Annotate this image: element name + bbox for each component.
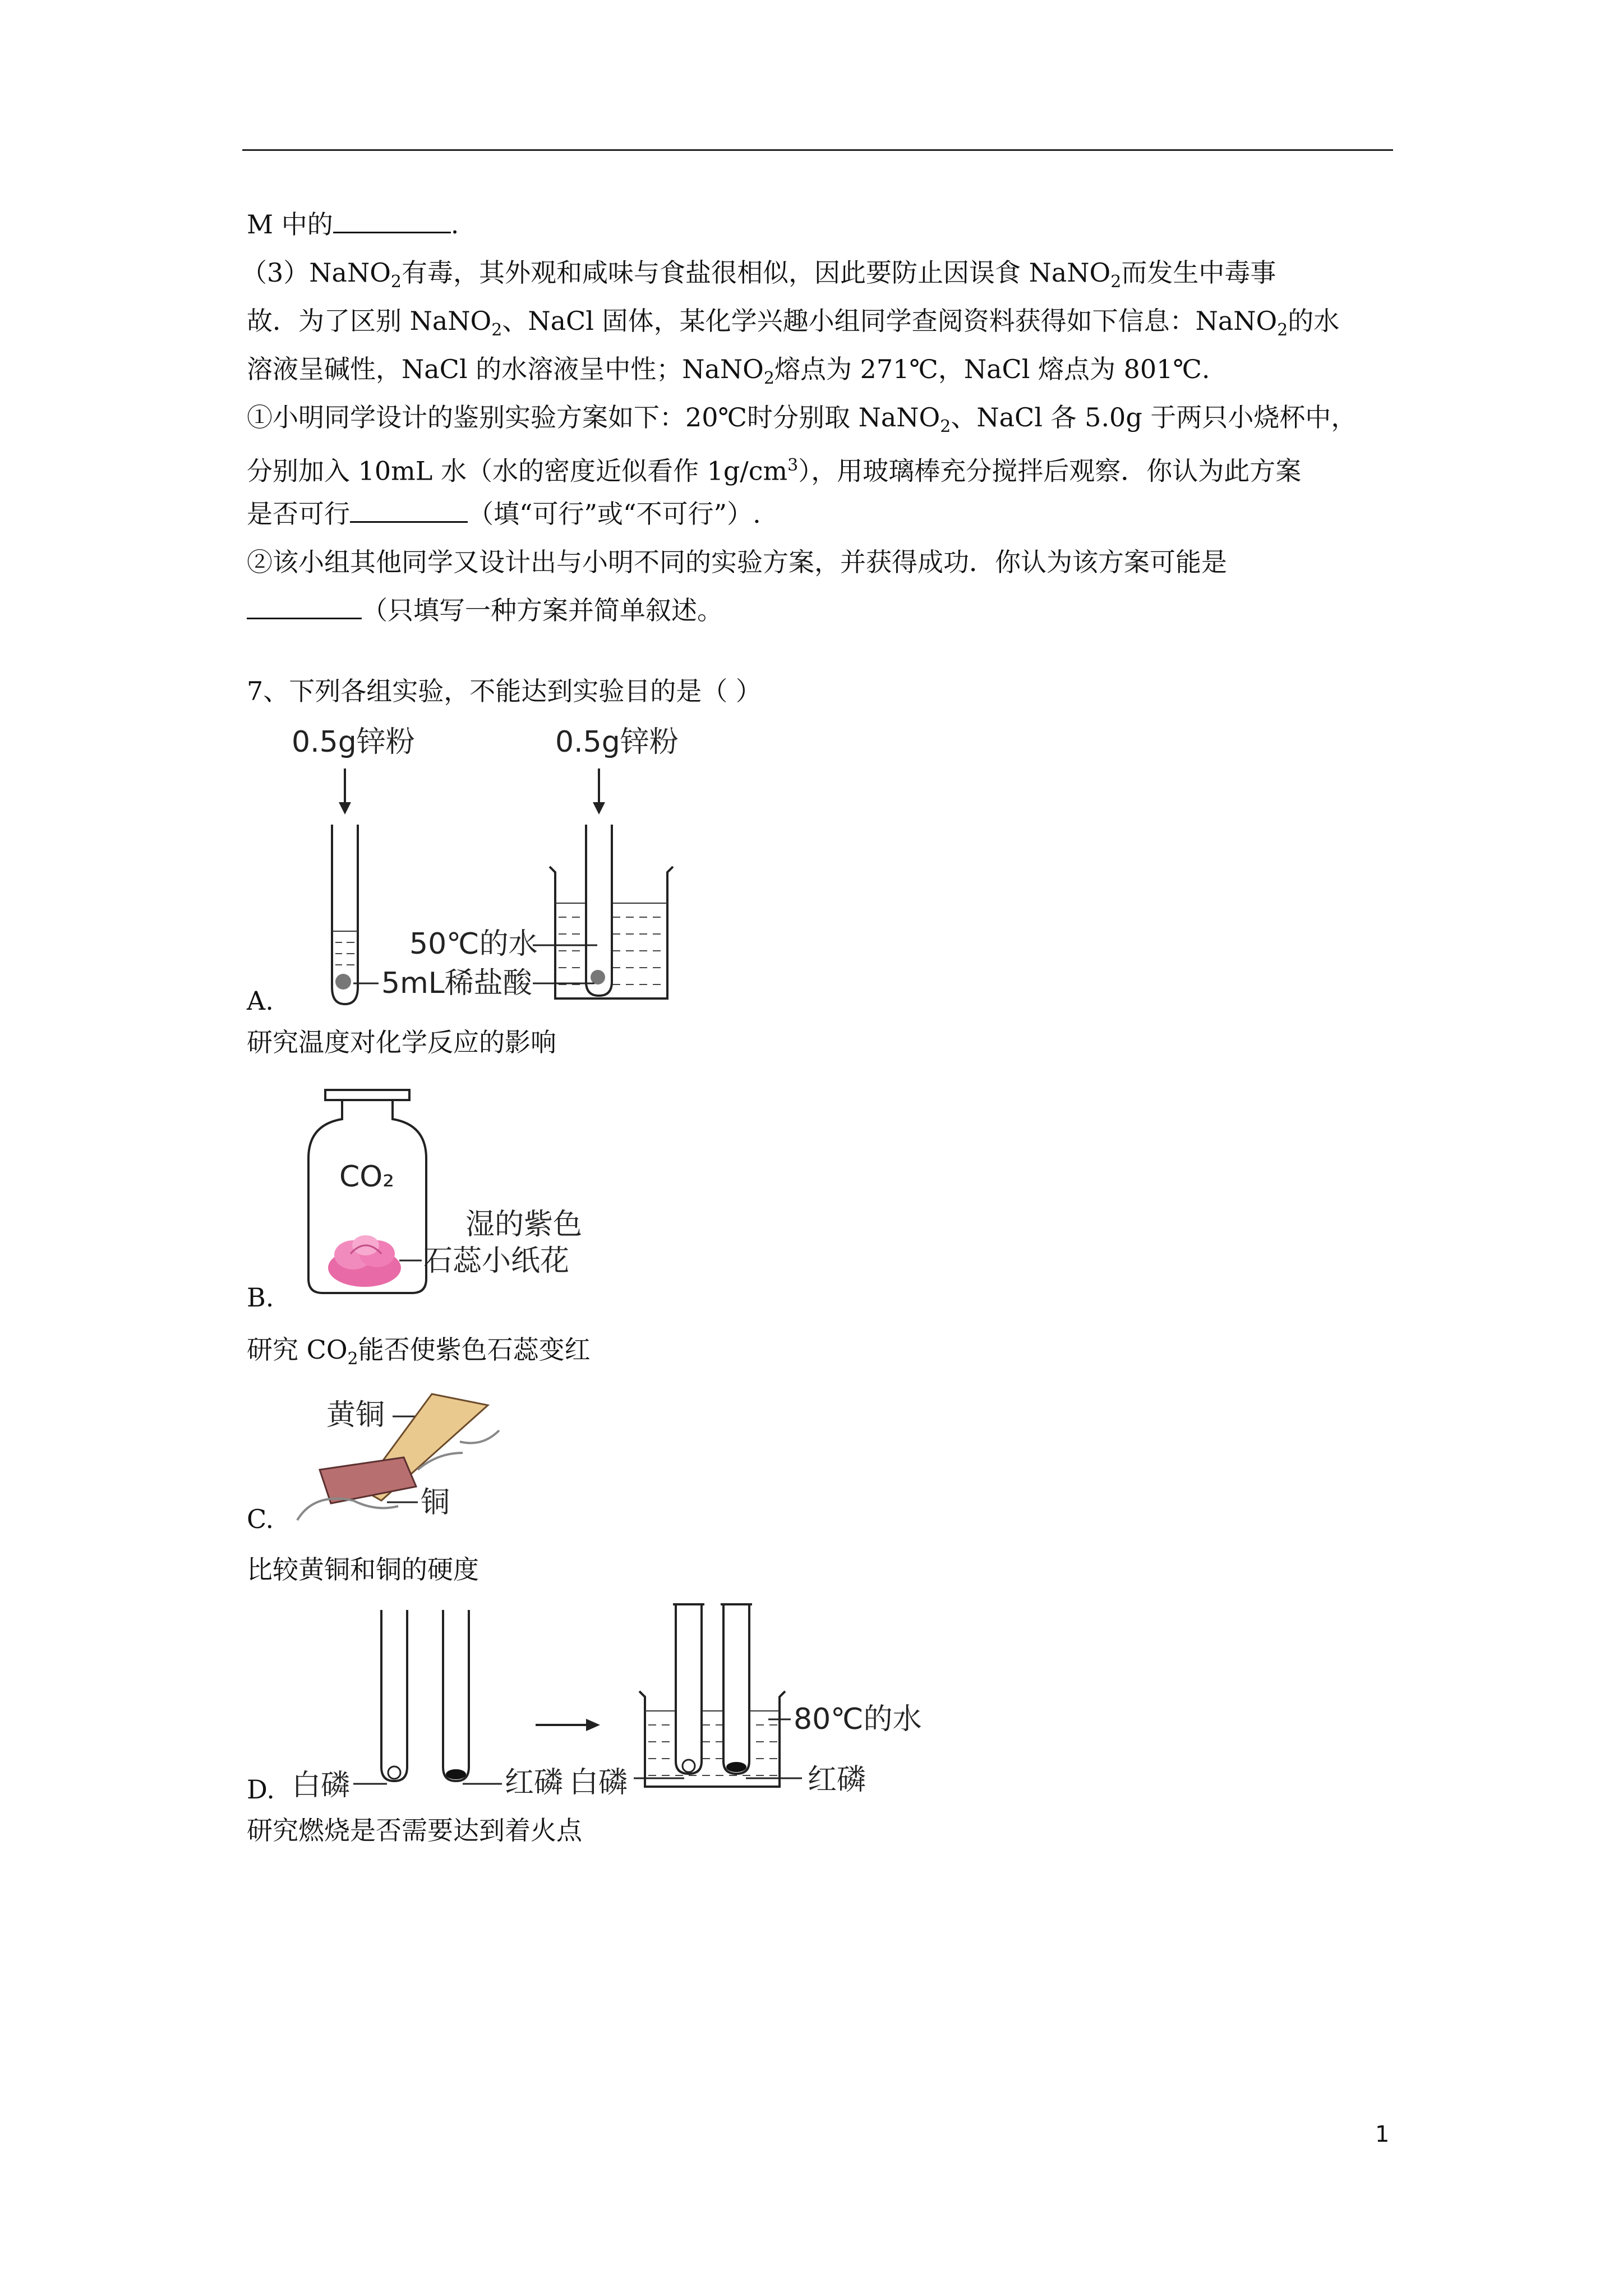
text-line: 溶液呈碱性，NaCl 的水溶液呈中性；NaNO$_2$熔点为 271℃，NaCl 熔点为 801℃. (247, 354, 1210, 389)
text-line: ①小明同学设计的鉴别实验方案如下：20℃时分别取 NaNO$_2$、NaCl 各 5.0g 于两只小烧杯中， (247, 402, 1357, 437)
option-caption: 研究燃烧是否需要达到着火点 (247, 1815, 582, 1846)
svg-text:红磷: 红磷 (505, 1766, 564, 1800)
svg-text:CO₂: CO₂ (339, 1160, 395, 1194)
figure-d (280, 1599, 953, 1806)
figure-b (297, 1085, 611, 1310)
svg-text:5mL稀盐酸: 5mL稀盐酸 (381, 967, 532, 1000)
svg-text:黄铜: 黄铜 (326, 1398, 385, 1432)
text-line: ②该小组其他同学又设计出与小明不同的实验方案，并获得成功．你认为该方案可能是 (247, 547, 1227, 577)
text-line: 是否可行 （填“可行”或“不可行”）. (247, 499, 761, 529)
option-letter: B. (247, 1282, 274, 1313)
answer-blank[interactable] (247, 595, 362, 619)
svg-text:白磷: 白磷 (292, 1769, 351, 1802)
answer-blank[interactable] (350, 499, 468, 523)
option-caption: 研究 $CO_2$能否使紫色石蕊变红 (247, 1335, 591, 1369)
option-caption: 研究温度对化学反应的影响 (247, 1027, 556, 1057)
text-line: （3）NaNO$_2$有毒，其外观和咸味与食盐很相似，因此要防止因误食 NaNO$_2$而发生中毒事 (241, 257, 1276, 292)
svg-text:湿的紫色: 湿的紫色 (465, 1208, 583, 1241)
svg-text:红磷: 红磷 (808, 1763, 866, 1797)
text-line: （只填写一种方案并简单叙述。 (247, 595, 723, 626)
svg-text:白磷: 白磷 (569, 1766, 628, 1800)
figure-a (280, 718, 695, 1010)
option-letter: D. (247, 1774, 275, 1805)
header-rule (242, 149, 1393, 151)
svg-text:石蕊小纸花: 石蕊小纸花 (423, 1244, 570, 1278)
option-letter: C. (247, 1504, 274, 1534)
figure-c (292, 1386, 516, 1531)
svg-text:0.5g锌粉: 0.5g锌粉 (555, 725, 679, 759)
text-line: M 中的 . (247, 209, 459, 240)
svg-text:80℃的水: 80℃的水 (794, 1703, 922, 1736)
answer-blank[interactable] (333, 209, 451, 233)
text-line: 分别加入 10mL 水（水的密度近似看作 $1g/cm^3$），用玻璃棒充分搅拌后观察．你认为此方案 (247, 455, 1302, 486)
text-line: 故．为了区别 NaNO$_2$、NaCl 固体，某化学兴趣小组同学查阅资料获得如下信息：NaNO$_2$的水 (247, 306, 1340, 341)
page-number: 1 (1375, 2122, 1390, 2147)
svg-text:50℃的水: 50℃的水 (409, 927, 538, 961)
option-letter: A. (247, 986, 274, 1016)
flower-icon (328, 1235, 401, 1287)
svg-text:铜: 铜 (421, 1486, 450, 1520)
question-stem: 7、下列各组实验，不能达到实验目的是（ ） (247, 676, 762, 706)
svg-text:0.5g锌粉: 0.5g锌粉 (292, 725, 415, 759)
option-caption: 比较黄铜和铜的硬度 (247, 1554, 479, 1585)
